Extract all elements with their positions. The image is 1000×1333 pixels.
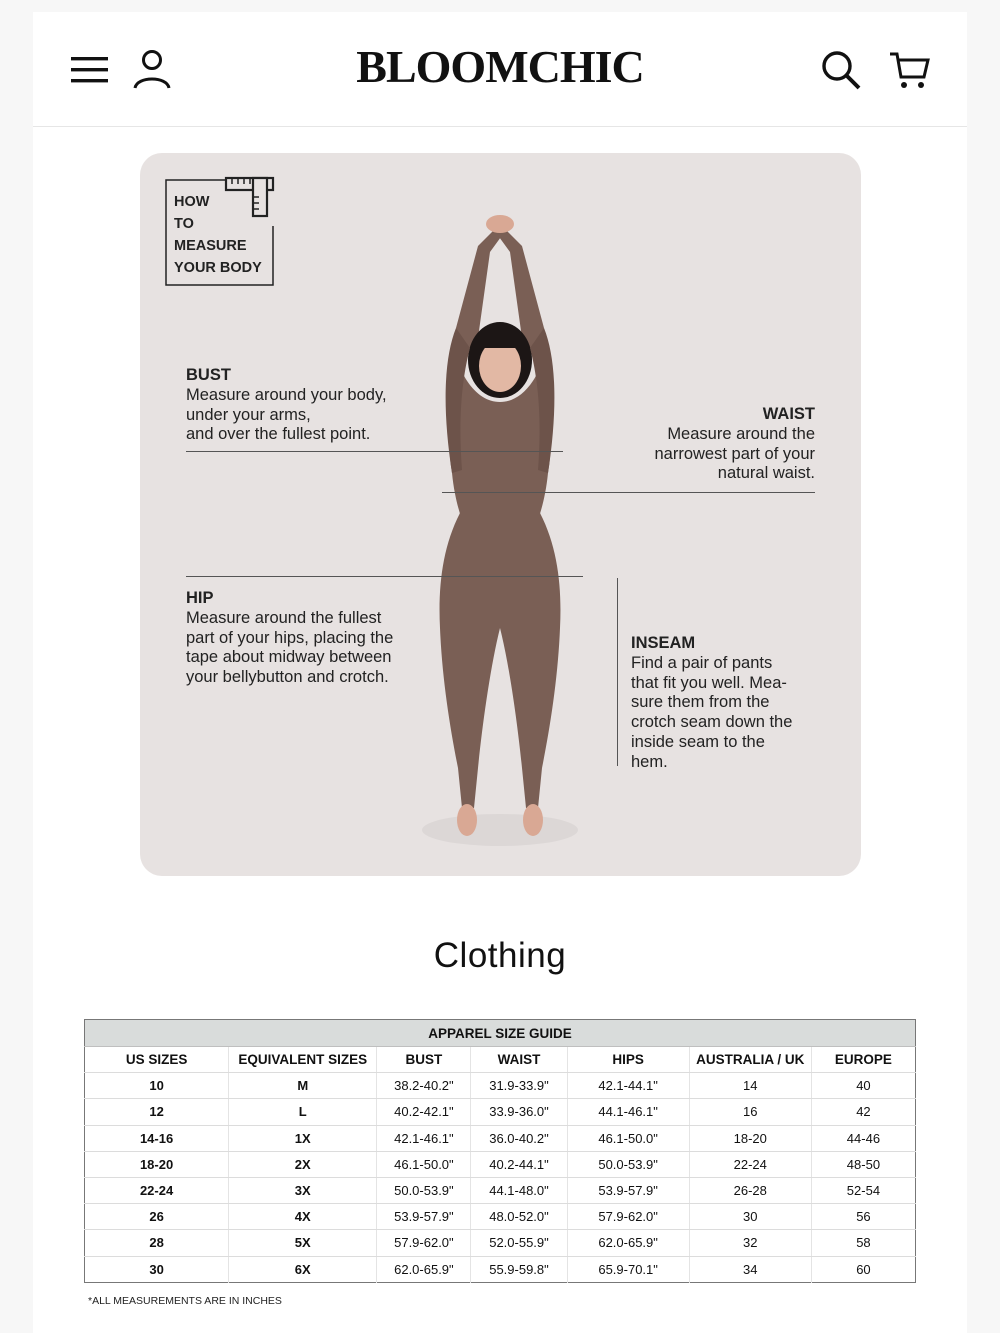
column-header: EUROPE	[811, 1047, 915, 1073]
table-cell: 55.9-59.8"	[471, 1256, 567, 1282]
table-cell: 42	[811, 1099, 915, 1125]
how-to-line: MEASURE	[174, 238, 247, 254]
model-figure-illustration	[420, 208, 580, 848]
table-row	[85, 1099, 916, 1125]
clothing-section-title: Clothing	[433, 936, 567, 975]
table-row	[85, 1256, 916, 1282]
table-cell: 44.1-48.0"	[471, 1177, 567, 1203]
table-cell: 38.2-40.2"	[377, 1073, 471, 1099]
table-cell: 40.2-42.1"	[377, 1099, 471, 1125]
apparel-size-guide-table	[84, 1019, 916, 1283]
table-cell: 44-46	[811, 1125, 915, 1151]
waist-instruction	[570, 405, 815, 484]
table-cell: L	[229, 1099, 377, 1125]
table-cell: 28	[85, 1230, 229, 1256]
search-icon[interactable]	[819, 48, 863, 92]
table-row	[85, 1230, 916, 1256]
table-cell: 62.0-65.9"	[567, 1230, 689, 1256]
waist-title: WAIST	[762, 405, 815, 423]
table-cell: 48-50	[811, 1151, 915, 1177]
table-cell: 30	[85, 1256, 229, 1282]
hip-instruction	[186, 589, 446, 688]
table-row	[85, 1151, 916, 1177]
column-header: US SIZES	[85, 1047, 229, 1073]
table-cell: 14-16	[85, 1125, 229, 1151]
table-cell: 52-54	[811, 1177, 915, 1203]
table-cell: 22-24	[689, 1151, 811, 1177]
table-cell: 44.1-46.1"	[567, 1099, 689, 1125]
table-cell: 57.9-62.0"	[567, 1204, 689, 1230]
table-cell: 10	[85, 1073, 229, 1099]
table-cell: 32	[689, 1230, 811, 1256]
column-header: EQUIVALENT SIZES	[229, 1047, 377, 1073]
table-cell: 42.1-44.1"	[567, 1073, 689, 1099]
table-cell: 18-20	[689, 1125, 811, 1151]
table-row	[85, 1204, 916, 1230]
page	[33, 12, 967, 1333]
table-cell: 16	[689, 1099, 811, 1125]
hip-title: HIP	[186, 589, 214, 607]
table-cell: 22-24	[85, 1177, 229, 1203]
table-cell: 40.2-44.1"	[471, 1151, 567, 1177]
column-header: HIPS	[567, 1047, 689, 1073]
table-cell: 46.1-50.0"	[567, 1125, 689, 1151]
table-cell: 2X	[229, 1151, 377, 1177]
table-cell: 53.9-57.9"	[567, 1177, 689, 1203]
table-cell: 60	[856, 1261, 871, 1277]
table-cell: 12	[85, 1099, 229, 1125]
table-cell: 57.9-62.0"	[377, 1230, 471, 1256]
waist-text: Measure around the narrowest part of your natural waist.	[654, 424, 815, 483]
bust-text: Measure around your body, under your arms, and over the fullest point.	[186, 385, 387, 444]
bust-instruction	[186, 366, 486, 445]
inseam-line	[617, 578, 618, 766]
table-cell: 53.9-57.9"	[377, 1204, 471, 1230]
bust-line	[186, 451, 563, 452]
table-cell: 52.0-55.9"	[471, 1230, 567, 1256]
table-cell: 6X	[229, 1256, 377, 1282]
table-cell: 50.0-53.9"	[567, 1151, 689, 1177]
how-to-line: YOUR BODY	[174, 260, 262, 276]
table-cell: 46.1-50.0"	[377, 1151, 471, 1177]
table-cell: 26-28	[689, 1177, 811, 1203]
table-cell: 58	[811, 1230, 915, 1256]
table-header-row	[85, 1047, 916, 1073]
table-cell: 33.9-36.0"	[471, 1099, 567, 1125]
column-header: AUSTRALIA / UK	[689, 1047, 811, 1073]
table-cell: 42.1-46.1"	[377, 1125, 471, 1151]
table-cell: 65.9-70.1"	[567, 1256, 689, 1282]
cart-icon[interactable]	[888, 48, 932, 92]
table-cell: 36.0-40.2"	[471, 1125, 567, 1151]
table-cell: 48.0-52.0"	[471, 1204, 567, 1230]
table-cell: 5X	[229, 1230, 377, 1256]
table-cell: 14	[689, 1073, 811, 1099]
inseam-title: INSEAM	[631, 634, 696, 652]
how-to-line: HOW	[174, 194, 210, 210]
table-cell: 50.0-53.9"	[377, 1177, 471, 1203]
site-header	[33, 12, 967, 127]
table-cell: 26	[85, 1204, 229, 1230]
table-cell: 18-20	[85, 1151, 229, 1177]
table-cell: 34	[689, 1256, 811, 1282]
table-row	[85, 1073, 916, 1099]
how-to-line: TO	[174, 216, 194, 232]
size-guide-caption: APPAREL SIZE GUIDE	[85, 1020, 916, 1047]
table-row	[85, 1177, 916, 1203]
column-header: BUST	[377, 1047, 471, 1073]
table-cell: 3X	[229, 1177, 377, 1203]
hip-line	[186, 576, 583, 577]
bust-title: BUST	[186, 366, 231, 384]
how-to-measure-title	[174, 191, 262, 279]
measurement-note: *ALL MEASUREMENTS ARE IN INCHES	[88, 1295, 282, 1307]
inseam-instruction	[631, 634, 831, 773]
table-cell: 31.9-33.9"	[471, 1073, 567, 1099]
table-cell: 56	[811, 1204, 915, 1230]
inseam-text: Find a pair of pants that fit you well. Mea- sure them from the crotch seam down the inside seam to the hem.	[631, 653, 793, 771]
table-row	[85, 1125, 916, 1151]
table-cell: 30	[689, 1204, 811, 1230]
table-cell: M	[229, 1073, 377, 1099]
waist-line	[442, 492, 815, 493]
table-cell: 4X	[229, 1204, 377, 1230]
column-header: WAIST	[471, 1047, 567, 1073]
how-to-measure-panel	[140, 153, 861, 876]
hip-text: Measure around the fullest part of your hips, placing the tape about midway between your bellybutton and crotch.	[186, 608, 394, 687]
brand-logo[interactable]: BLOOMCHIC	[356, 41, 644, 92]
table-cell: 1X	[229, 1125, 377, 1151]
table-cell: 62.0-65.9"	[377, 1256, 471, 1282]
table-cell: 40	[811, 1073, 915, 1099]
